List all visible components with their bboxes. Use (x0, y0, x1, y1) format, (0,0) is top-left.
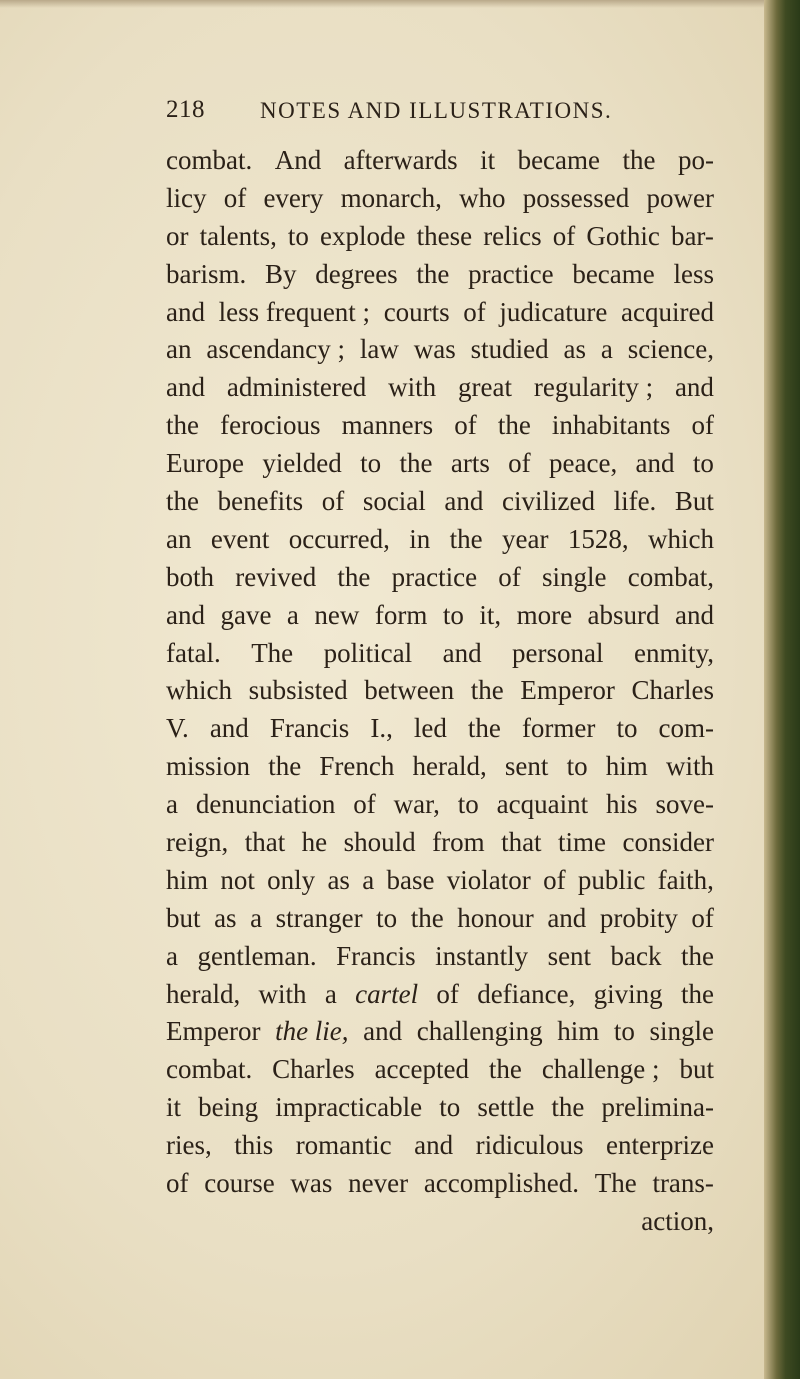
word: single (542, 561, 607, 592)
word: a (250, 902, 263, 933)
word: talents, (199, 220, 277, 251)
text-line (166, 407, 714, 445)
word: sent (547, 940, 592, 971)
word: the (416, 258, 450, 289)
word: of (543, 864, 566, 895)
word: trans- (652, 1168, 714, 1199)
word: social (362, 486, 426, 517)
word: denunciation (195, 789, 336, 820)
word: power (646, 182, 714, 213)
word: arts (450, 448, 490, 479)
word: herald, (412, 751, 487, 782)
word: single (649, 1016, 714, 1047)
word: of (691, 410, 714, 441)
text-line (166, 1089, 714, 1127)
word: led (413, 713, 447, 744)
word: subsisted (248, 675, 348, 706)
word: gentleman. (197, 940, 317, 971)
text-line (166, 331, 714, 369)
text-line (166, 597, 714, 635)
word: combat. (166, 1054, 253, 1085)
page-header (166, 96, 626, 130)
word: in (409, 523, 431, 554)
word: violator (446, 864, 531, 895)
text-line (166, 976, 714, 1014)
text-line (166, 1165, 714, 1203)
word: the (449, 523, 483, 554)
word: and (674, 372, 714, 403)
word: the lie, (275, 1016, 349, 1047)
word: enmity, (633, 637, 714, 668)
word: he (301, 827, 328, 858)
word: barism. (166, 258, 247, 289)
word: the (497, 410, 531, 441)
text-line (166, 559, 714, 597)
word: licy (166, 182, 207, 213)
word: the (337, 561, 371, 592)
word: public (577, 864, 646, 895)
word: but (679, 1054, 714, 1085)
word: practice (468, 258, 554, 289)
word: time (558, 827, 607, 858)
word: sove- (655, 789, 714, 820)
word: it (166, 1092, 182, 1123)
word: a (600, 334, 613, 365)
word: to (287, 220, 309, 251)
word: with (258, 978, 307, 1009)
word: and (635, 448, 675, 479)
text-line (166, 635, 714, 673)
body-text (166, 142, 714, 1241)
text-line (166, 1127, 714, 1165)
word: benefits (217, 486, 304, 517)
text-line (166, 938, 714, 976)
word: regularity ; (533, 372, 654, 403)
word: a (324, 978, 337, 1009)
word: life. (613, 486, 657, 517)
word: to (457, 789, 479, 820)
word: science, (627, 334, 714, 365)
word: as (327, 864, 350, 895)
word: romantic (295, 1130, 392, 1161)
word: of (552, 220, 576, 251)
word: Emperor (520, 675, 615, 706)
word: mission (166, 751, 251, 782)
word: Europe (166, 448, 244, 479)
word: acquaint (496, 789, 589, 820)
word: acquired (621, 296, 714, 327)
word: and (209, 713, 249, 744)
word: reign, (166, 827, 229, 858)
word: with (388, 372, 437, 403)
word: these (416, 220, 473, 251)
text-line (166, 1051, 714, 1089)
word: monarch, (340, 182, 442, 213)
word: the (488, 1054, 522, 1085)
word: combat, (627, 561, 714, 592)
word: yielded (262, 448, 342, 479)
word: more (516, 599, 573, 630)
text-line (166, 521, 714, 559)
word: faith, (657, 864, 714, 895)
text-line (166, 1013, 714, 1051)
word: explode (320, 220, 406, 251)
page-edge (764, 0, 800, 1379)
word: of (321, 486, 345, 517)
word: prelimina- (601, 1092, 714, 1123)
text-line (166, 294, 714, 332)
word: form (374, 599, 428, 630)
word: back (610, 940, 662, 971)
word: impracticable (275, 1092, 423, 1123)
word: occurred, (288, 523, 390, 554)
word: to (360, 448, 382, 479)
word: herald, (166, 978, 241, 1009)
word: the (166, 486, 199, 517)
word: of (353, 789, 376, 820)
word: I., (370, 713, 393, 744)
text-line (166, 142, 714, 180)
word: an (166, 523, 192, 554)
word: that (501, 827, 542, 858)
word: which (648, 523, 714, 554)
word: war, (393, 789, 440, 820)
word: of (166, 1168, 189, 1199)
word: only (267, 864, 316, 895)
word: should (343, 827, 416, 858)
word: French (319, 751, 395, 782)
word: The (594, 1168, 637, 1199)
word: him (166, 864, 209, 895)
text-line (166, 900, 714, 938)
word: Emperor (166, 1016, 261, 1047)
text-line (166, 369, 714, 407)
word: giving (593, 978, 663, 1009)
word: afterwards (343, 145, 458, 175)
word: honour (457, 902, 534, 933)
word: and (166, 599, 205, 630)
word: the (467, 713, 501, 744)
text-line (166, 483, 714, 521)
word: ridiculous (475, 1130, 584, 1161)
word: The (251, 637, 294, 668)
text-line (166, 824, 714, 862)
word: of (223, 182, 247, 213)
word: was (290, 1168, 333, 1199)
word: but (166, 902, 201, 933)
word: became (517, 145, 600, 175)
word: the (410, 902, 444, 933)
word: less (673, 258, 714, 289)
word: gave (220, 599, 272, 630)
text-line (166, 180, 714, 218)
word: of (454, 410, 477, 441)
word: was (413, 334, 456, 365)
word: accomplished. (423, 1168, 580, 1199)
word: challenge ; (541, 1054, 660, 1085)
word: a (362, 864, 375, 895)
word: judicature (499, 296, 608, 327)
word: combat. (166, 145, 253, 175)
word: consider (622, 827, 714, 858)
word: degrees (315, 258, 398, 289)
word: of (436, 978, 459, 1009)
word: to (616, 713, 638, 744)
word: Francis (269, 713, 350, 744)
word: probity (599, 902, 678, 933)
word: peace, (549, 448, 618, 479)
word: an (166, 334, 192, 365)
word: But (674, 486, 714, 517)
word: and (363, 1016, 403, 1047)
word: who (459, 182, 506, 213)
word: his (606, 789, 638, 820)
word: courts (383, 296, 450, 327)
running-title: NOTES AND ILLUSTRATIONS. (260, 98, 613, 123)
word: relics (483, 220, 542, 251)
text-line (166, 786, 714, 824)
word: instantly (435, 940, 529, 971)
word: year (502, 523, 549, 554)
word: of (463, 296, 486, 327)
word: great (458, 372, 513, 403)
text-line (166, 748, 714, 786)
word: event (210, 523, 270, 554)
word: it (480, 145, 496, 175)
word: administered (226, 372, 367, 403)
catchword (166, 1203, 714, 1241)
word: Francis (336, 940, 416, 971)
word: bar- (670, 220, 714, 251)
word: the (166, 410, 199, 441)
word: Charles (631, 675, 714, 706)
word: to (439, 1092, 461, 1123)
text-line (166, 445, 714, 483)
word: sent (504, 751, 549, 782)
word: of (508, 448, 531, 479)
word: the (470, 675, 504, 706)
word: or (166, 220, 189, 251)
word: ries, (166, 1130, 212, 1161)
word: that (244, 827, 286, 858)
word: former (521, 713, 596, 744)
word: and (166, 296, 205, 327)
word: ascendancy ; (206, 334, 346, 365)
word: studied (470, 334, 549, 365)
word: both (166, 561, 215, 592)
word: became (572, 258, 655, 289)
word: never (348, 1168, 409, 1199)
word: every (263, 182, 324, 213)
word: to (566, 751, 588, 782)
word: challenging (416, 1016, 543, 1047)
word: course (204, 1168, 275, 1199)
text-line (166, 862, 714, 900)
word: and (442, 637, 482, 668)
word: the (551, 1092, 585, 1123)
word: com- (658, 713, 714, 744)
word: which (166, 675, 232, 706)
word: a (286, 599, 299, 630)
word: ferocious (220, 410, 321, 441)
word: settle (477, 1092, 535, 1123)
word: him (605, 751, 648, 782)
word: manners (341, 410, 434, 441)
word: personal (512, 637, 604, 668)
word: to (692, 448, 714, 479)
word: Gothic (586, 220, 660, 251)
page-top-shadow (0, 0, 764, 8)
text-line (166, 218, 714, 256)
word: law (359, 334, 399, 365)
word: less frequent ; (218, 296, 371, 327)
word: base (386, 864, 435, 895)
word: accepted (374, 1054, 469, 1085)
text-line (166, 710, 714, 748)
word: By (264, 258, 297, 289)
page-number: 218 (166, 96, 205, 123)
word: po- (677, 145, 714, 175)
word: of (691, 902, 714, 933)
word: the (622, 145, 656, 175)
word: possessed (522, 182, 630, 213)
text-line (166, 256, 714, 294)
word: and (547, 902, 587, 933)
word: 1528, (567, 523, 629, 554)
word: political (323, 637, 413, 668)
word: stranger (275, 902, 363, 933)
word: new (314, 599, 360, 630)
word: as (214, 902, 237, 933)
word: and (444, 486, 484, 517)
word: this (234, 1130, 274, 1161)
word: a (166, 940, 178, 971)
word: to (613, 1016, 635, 1047)
word: between (364, 675, 455, 706)
word: to (376, 902, 398, 933)
word: not (220, 864, 255, 895)
word: absurd (587, 599, 660, 630)
word: and (675, 599, 714, 630)
word: Charles (272, 1054, 355, 1085)
word: defiance, (477, 978, 576, 1009)
word: fatal. (166, 637, 221, 668)
word: And (274, 145, 322, 175)
word: a (166, 789, 178, 820)
word: him (557, 1016, 600, 1047)
catchword-text: action, (641, 1205, 714, 1236)
word: to (442, 599, 464, 630)
word: civilized (502, 486, 595, 517)
word: it, (479, 599, 502, 630)
word: being (198, 1092, 259, 1123)
word: V. (166, 713, 189, 744)
word: cartel (355, 978, 419, 1009)
word: and (414, 1130, 454, 1161)
word: and (166, 372, 205, 403)
word: the (680, 978, 714, 1009)
word: revived (235, 561, 317, 592)
word: as (563, 334, 587, 365)
word: inhabitants (551, 410, 671, 441)
word: the (680, 940, 714, 971)
word: the (268, 751, 302, 782)
word: of (498, 561, 521, 592)
word: practice (391, 561, 478, 592)
word: with (665, 751, 714, 782)
word: enterprize (606, 1130, 714, 1161)
word: from (432, 827, 485, 858)
word: the (399, 448, 433, 479)
text-line (166, 672, 714, 710)
